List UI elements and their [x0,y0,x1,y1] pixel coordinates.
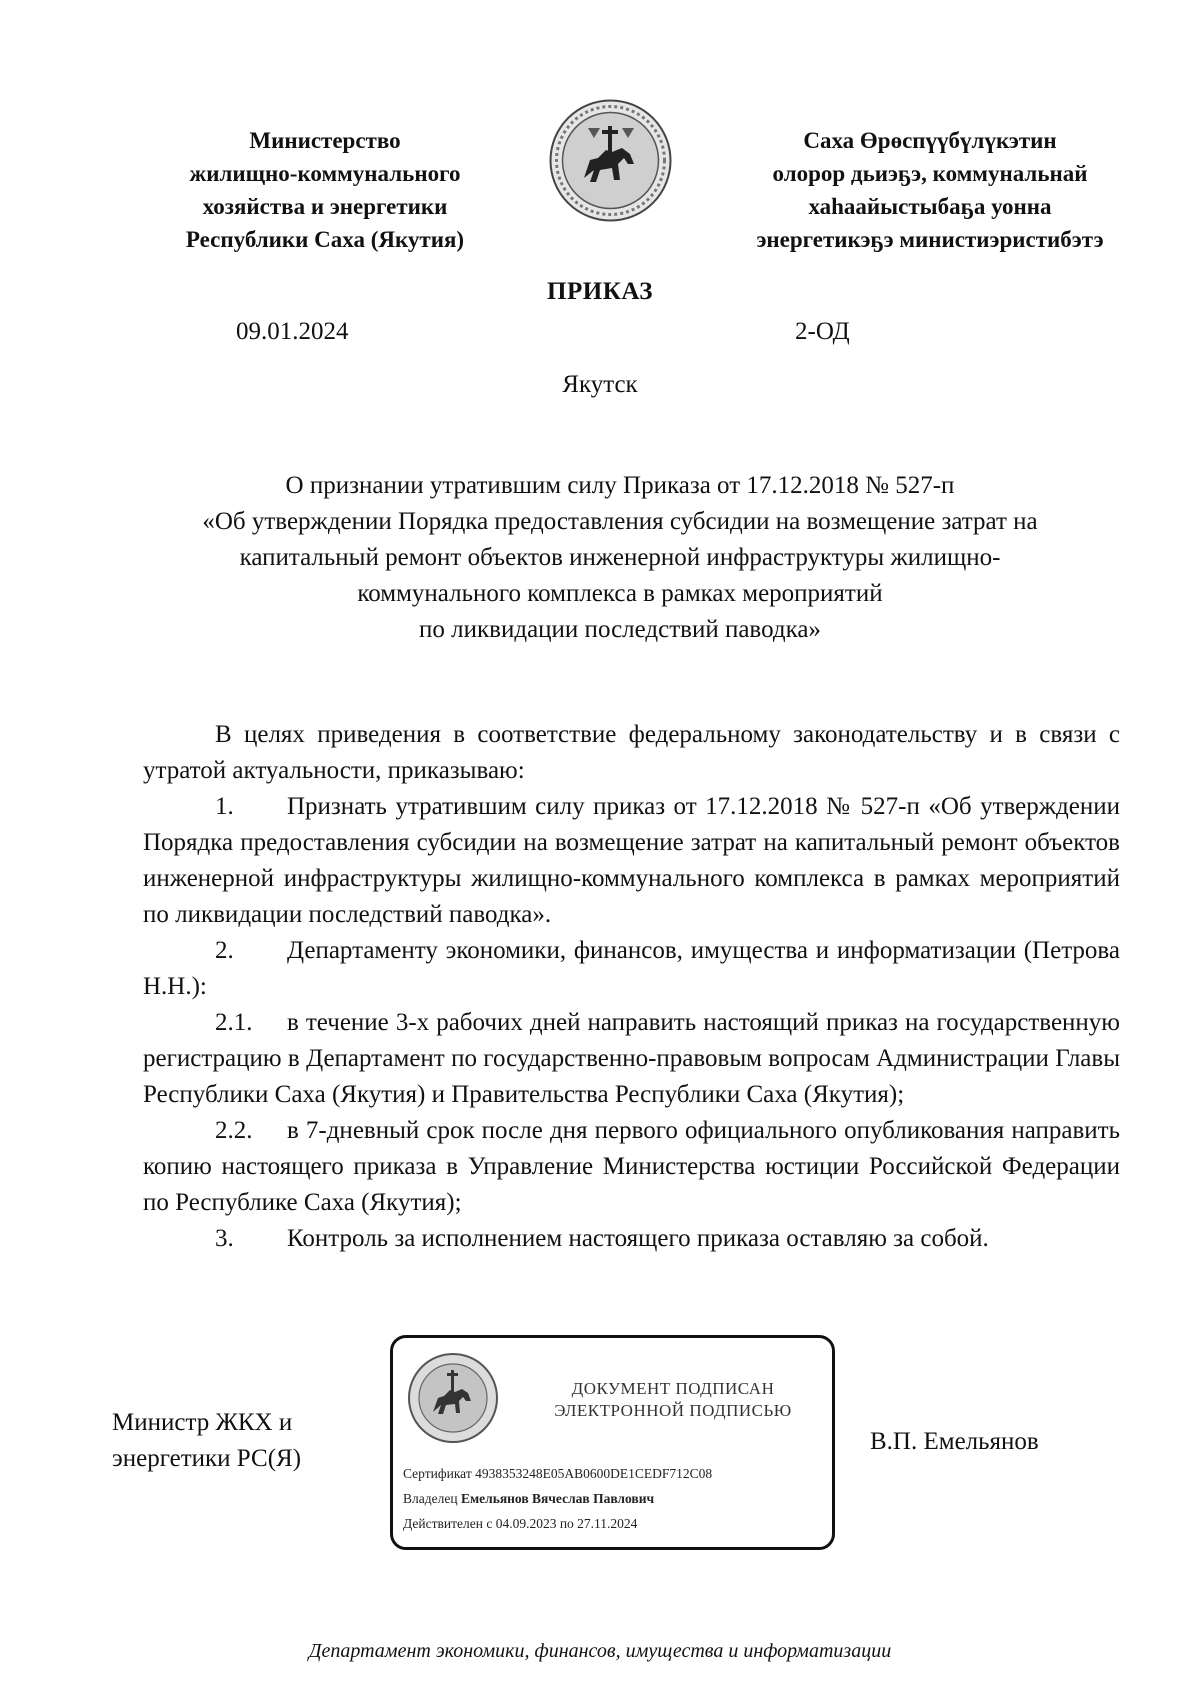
certificate-line [403,1466,712,1482]
subject-line: «Об утверждении Порядка предоставления субсидии на возмещение затрат на [202,508,1038,535]
validity-line [403,1516,637,1532]
order-subject [130,468,1110,648]
stamp-title [513,1378,833,1422]
validity-to: 27.11.2024 [577,1516,638,1531]
ministry-name-line: хаһаайыстыбаҕа уонна [808,194,1052,219]
ministry-name-russian [130,124,520,256]
position-line: Министр ЖКХ и [112,1409,293,1436]
order-city: Якутск [562,371,638,398]
footer-department: Департамент экономики, финансов, имущества и информатизации [308,1640,892,1662]
owner-value: Емельянов Вячеслав Павлович [460,1491,655,1506]
order-item [143,1221,1120,1257]
ministry-name-line: Республики Саха (Якутия) [185,227,465,252]
ministry-name-line: энергетикэҕэ министиэристибэтэ [756,227,1104,252]
item-text: Контроль за исполнением настоящего приказа оставляю за собой. [287,1225,989,1252]
order-item [143,1005,1120,1113]
order-title: ПРИКАЗ [547,278,653,305]
item-number: 2.2. [215,1117,253,1144]
yakutia-coat-of-arms-icon [407,1352,499,1444]
owner-line [403,1491,654,1507]
order-item [143,1113,1120,1221]
order-date: 09.01.2024 [236,318,349,345]
item-number: 1. [215,793,234,820]
order-item [143,933,1120,1005]
order-item [143,789,1120,933]
item-text: в 7-дневный срок после дня первого официального опубликования направить копию настоящего приказа в Управление Министерства юстиции Российской Федерации по Республике Саха (Якутия); [143,1117,1120,1216]
ministry-name-line: олорор дьиэҕэ, коммунальнай [772,161,1088,186]
position-line: энергетики РС(Я) [112,1445,302,1472]
yakutia-coat-of-arms-icon [548,98,673,223]
owner-label: Владелец [403,1491,458,1506]
ministry-name-yakut [720,124,1140,256]
item-text: Признать утратившим силу приказ от 17.12.2018 № 527-п «Об утверждении Порядка предоставления субсидии на возмещение затрат на капитальный ремонт объектов инженерной инфраструктуры жилищно-коммунального комплекса в рамках мероприятий по ликвидации последствий паводка». [143,793,1120,928]
item-number: 2. [215,937,234,964]
electronic-signature-stamp [390,1335,835,1550]
stamp-title-line: ЭЛЕКТРОННОЙ ПОДПИСЬЮ [554,1401,792,1420]
order-number: 2-ОД [795,318,850,345]
certificate-label: Сертификат [403,1466,472,1481]
ministry-name-line: Саха Өрөспүүбүлүкэтин [803,128,1057,153]
order-body [143,717,1120,1257]
item-text: Департаменту экономики, финансов, имущества и информатизации (Петрова Н.Н.): [143,937,1120,1000]
validity-from: 04.09.2023 [495,1516,557,1531]
subject-line: по ликвидации последствий паводка» [419,616,821,643]
validity-from-label: с [486,1516,493,1531]
validity-label: Действителен [403,1516,483,1531]
subject-line: коммунального комплекса в рамках мероприятий [357,580,883,607]
signatory-position [112,1405,301,1477]
subject-line: О признании утратившим силу Приказа от 17.12.2018 № 527-п [285,472,955,499]
ministry-name-line: хозяйства и энергетики [202,194,448,219]
item-number: 3. [215,1225,234,1252]
ministry-name-line: жилищно-коммунального [189,161,461,186]
validity-to-label: по [559,1516,574,1531]
ministry-name-line: Министерство [249,128,401,153]
intro-paragraph: В целях приведения в соответствие федеральному законодательству и в связи с утратой актуальности, приказываю: [143,721,1120,784]
stamp-title-line: ДОКУМЕНТ ПОДПИСАН [571,1379,775,1398]
item-number: 2.1. [215,1009,253,1036]
signatory-name: В.П. Емельянов [870,1428,1039,1455]
item-text: в течение 3-х рабочих дней направить настоящий приказ на государственную регистрацию в Департамент по государственно-правовым вопросам Администрации Главы Республики Саха (Якутия) и Правительства Республики Саха (Якутия); [143,1009,1120,1108]
subject-line: капитальный ремонт объектов инженерной инфраструктуры жилищно- [239,544,1001,571]
certificate-value: 4938353248E05AB0600DE1CEDF712C08 [475,1466,713,1481]
